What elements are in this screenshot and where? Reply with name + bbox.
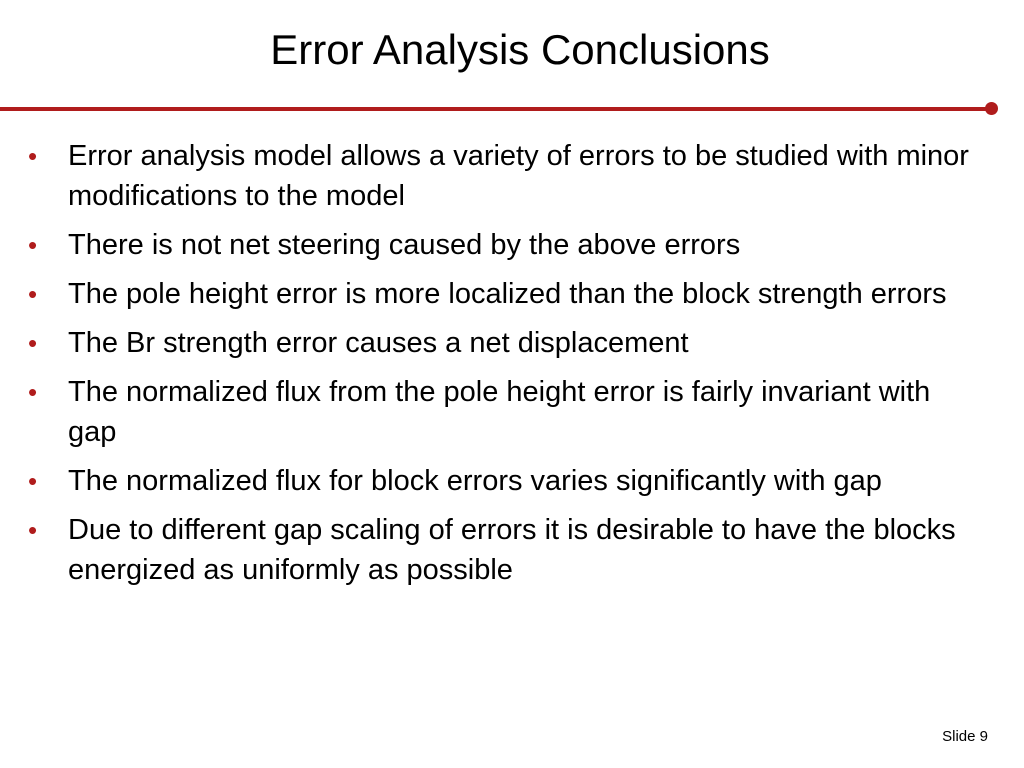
bullet-item: • The normalized flux from the pole height error is fairly invariant with gap	[26, 372, 976, 452]
bullet-item: • The normalized flux for block errors varies significantly with gap	[26, 461, 976, 501]
bullet-item: • Due to different gap scaling of errors it is desirable to have the blocks energized as uniformly as possible	[26, 510, 976, 590]
bullet-item: • The Br strength error causes a net displacement	[26, 323, 976, 363]
slide-number: Slide 9	[942, 728, 988, 745]
bullet-item: • The pole height error is more localized than the block strength errors	[26, 274, 976, 314]
bullet-item: • There is not net steering caused by the above errors	[26, 225, 976, 265]
bullet-item: • Error analysis model allows a variety of errors to be studied with minor modifications to the model	[26, 136, 976, 216]
title-divider	[0, 107, 988, 111]
bullet-list	[26, 136, 976, 599]
divider-end-dot	[985, 102, 998, 115]
slide-title: Error Analysis Conclusions	[270, 26, 770, 73]
